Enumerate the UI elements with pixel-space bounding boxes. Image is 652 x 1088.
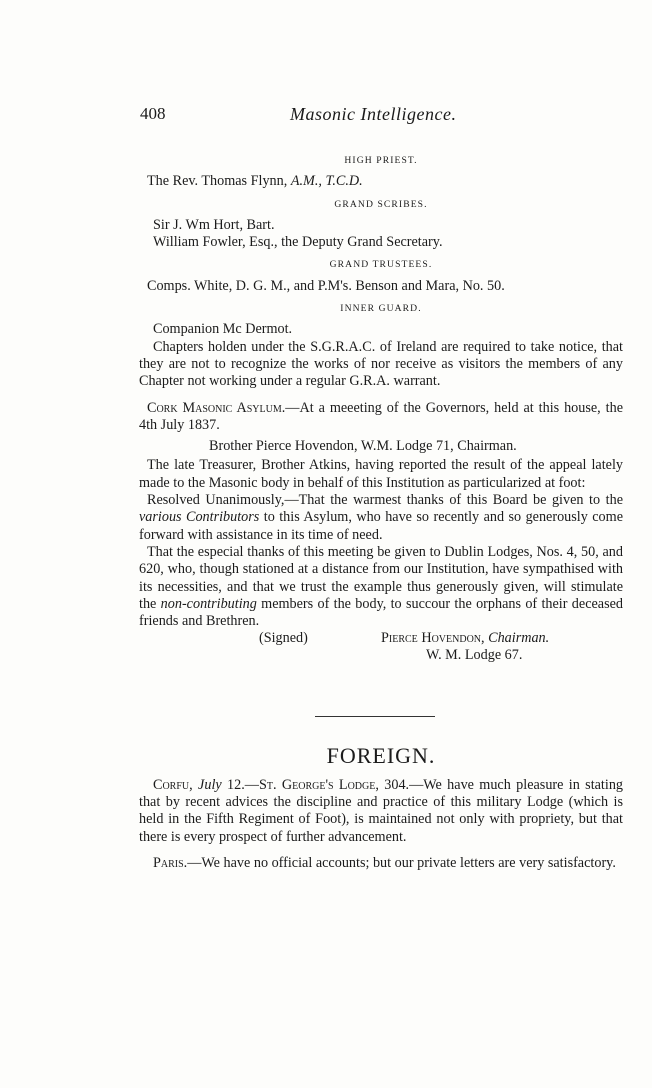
asylum-intro-text: —At a meeeting of the Governors, held at this house, the 4th July 1837. xyxy=(139,399,623,433)
running-title: Masonic Intelligence. xyxy=(290,104,457,124)
signer-lodge: W. M. Lodge 67. xyxy=(426,647,523,664)
resolution-text-b: to this Asylum, who have so recently and so generously come forward with assistance in its time of need. xyxy=(139,509,623,543)
body-text xyxy=(139,147,623,872)
chapters-notice-paragraph: Chapters holden under the S.G.R.A.C. of Ireland are required to take notice, that they are not to recognize the works of nor receive as visitors the members of any Chapter not working under a regular G.R.A. warrant. xyxy=(139,338,623,390)
section-heading-high-priest: HIGH PRIEST. xyxy=(344,155,418,166)
section-divider xyxy=(315,716,435,717)
paris-paragraph xyxy=(139,855,623,872)
signer-name-line xyxy=(381,630,549,647)
signer-name: Pierce Hovendon, xyxy=(381,630,485,647)
treasurer-paragraph: The late Treasurer, Brother Atkins, having reported the result of the appeal lately made to the Masonic body in behalf of this Institution as particularized at foot: xyxy=(139,457,623,491)
asylum-intro-paragraph xyxy=(139,400,623,435)
thanks-italic: non-contributing xyxy=(160,595,257,612)
paris-text: —We have no official accounts; but our private letters are very satisfactory. xyxy=(187,854,616,871)
running-head xyxy=(140,104,620,128)
resolution-paragraph xyxy=(139,492,623,544)
high-priest-name-text: The Rev. Thomas Flynn, xyxy=(147,173,291,190)
signed-label: (Signed) xyxy=(259,630,308,647)
section-heading-grand-scribes: GRAND SCRIBES. xyxy=(334,198,428,210)
high-priest-degrees: A.M., T.C.D. xyxy=(290,173,363,190)
grand-scribe-2: William Fowler, Esq., the Deputy Grand Secretary. xyxy=(153,234,443,251)
inner-guard-name: Companion Mc Dermot. xyxy=(153,321,293,338)
resolution-italic: various Contributors xyxy=(139,509,260,526)
corfu-date: July xyxy=(198,776,222,793)
thanks-text-a: That the especial thanks of this meeting be given to Dublin Lodges, Nos. 4, 50, and 620, who, though stationed at a distance from our Institution, have sympathised with its necessities, and that we trust the example thus generously given, will stimulate the xyxy=(139,543,623,612)
grand-scribe-1: Sir J. Wm Hort, Bart. xyxy=(153,216,275,233)
page-number: 408 xyxy=(140,104,166,123)
asylum-title: Cork Masonic Asylum. xyxy=(147,399,286,416)
section-heading-inner-guard: INNER GUARD. xyxy=(340,303,422,315)
grand-trustees-line: Comps. White, D. G. M., and P.M's. Benson and Mara, No. 50. xyxy=(147,277,505,294)
corfu-lodge: St. George's Lodge, xyxy=(258,776,379,793)
paris-place: Paris. xyxy=(153,854,188,871)
signature-block xyxy=(139,630,623,664)
corfu-paragraph xyxy=(139,777,623,846)
section-heading-grand-trustees: GRAND TRUSTEES. xyxy=(329,259,433,271)
chairman-line: Brother Pierce Hovendon, W.M. Lodge 71, Chairman. xyxy=(209,438,517,455)
resolution-text-a: Resolved Unanimously,—That the warmest thanks of this Board be given to the xyxy=(147,492,623,509)
corfu-day: 12.— xyxy=(221,776,259,793)
corfu-text: 304.—We have much pleasure in stating that by recent advices the discipline and practice of this military Lodge (which is held in the Fifth Regiment of Foot), is maintained not only with propriety, but that there is every prospect of further advancement. xyxy=(139,776,624,845)
corfu-place: Corfu, xyxy=(153,776,193,793)
signer-title: Chairman. xyxy=(488,630,550,647)
high-priest-name xyxy=(139,173,623,190)
thanks-paragraph xyxy=(139,544,623,630)
foreign-heading: FOREIGN. xyxy=(326,743,436,769)
thanks-text-b: members of the body, to succour the orphans of their deceased friends and Brethren. xyxy=(139,595,623,630)
